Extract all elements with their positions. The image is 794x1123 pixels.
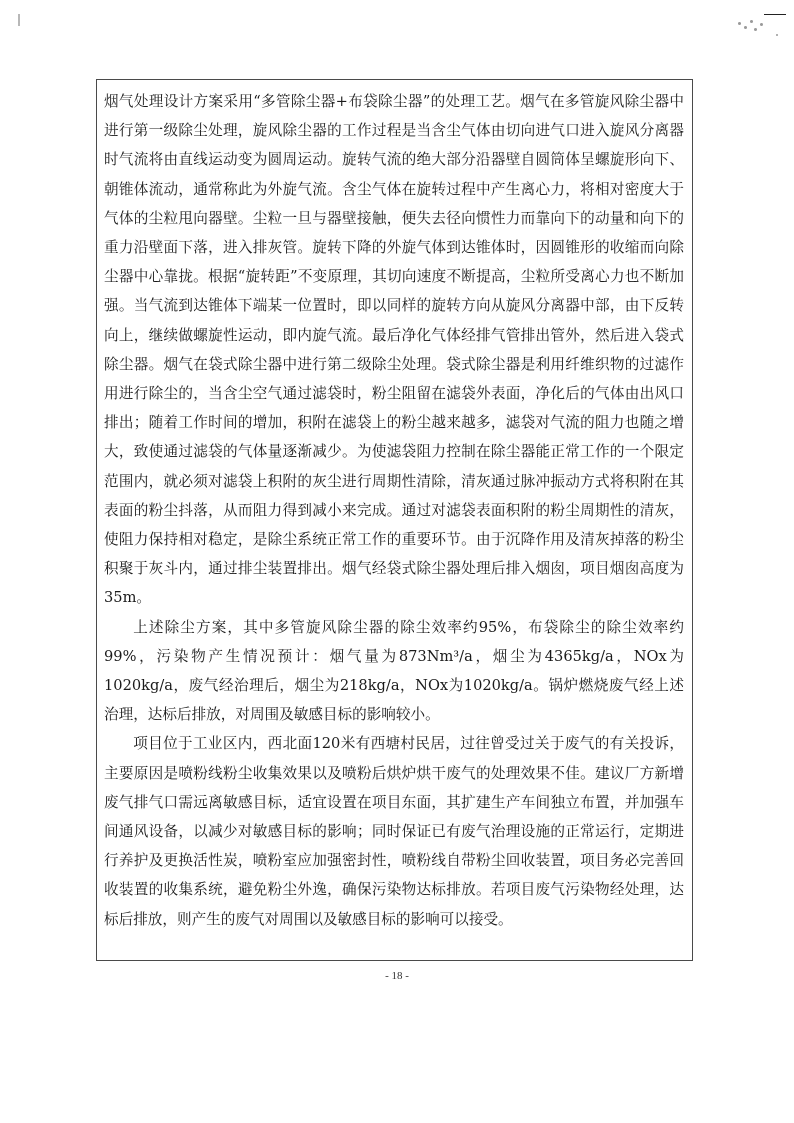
paragraph-site-recommendations: 项目位于工业区内，西北面120米有西塘村民居，过往曾受过关于废气的有关投诉，主要原因是喷粉线粉尘收集效果以及喷粉后烘炉烘干废气的处理效果不佳。建议厂方新增废气排气口需远离敏感目标，适宜设置在项目东面，其扩建生产车间独立布置，并加强车间通风设备，以减少对敏感目标的影响；同时保证已有废气治理设施的正常运行，定期进行养护及更换活性炭，喷粉室应加强密封性，喷粉线自带粉尘回收装置，项目务必完善回收装置的收集系统，避免粉尘外逸，确保污染物达标排放。若项目废气污染物经处理，达标后排放，则产生的废气对周围以及敏感目标的影响可以接受。: [104, 735, 684, 928]
page-number: - 18 -: [385, 970, 409, 982]
scan-edge-mark: [18, 14, 20, 26]
scan-speckle-mark: [732, 8, 788, 40]
paragraph-dust-removal-process: 烟气处理设计方案采用“多管除尘器+布袋除尘器”的处理工艺。烟气在多管旋风除尘器中进行第一级除尘处理，旋风除尘器的工作过程是当含尘气体由切向进气口进入旋风分离器时气流将由直线运动变为圆周运动。旋转气流的绝大部分沿器壁自圆筒体呈螺旋形向下、朝锥体流动，通常称此为外旋气流。含尘气体在旋转过程中产生离心力，将相对密度大于气体的尘粒甩向器壁。尘粒一旦与器壁接触，便失去径向惯性力而靠向下的动量和向下的重力沿壁面下落，进入排灰管。旋转下降的外旋气体到达锥体时，因圆锥形的收缩而向除尘器中心靠拢。根据“旋转距”不变原理，其切向速度不断提高，尘粒所受离心力也不断加强。当气流到达锥体下端某一位置时，即以同样的旋转方向从旋风分离器中部，由下反转向上，继续做螺旋性运动，即内旋气流。最后净化气体经排气管排出管外，然后进入袋式除尘器。烟气在袋式除尘器中进行第二级除尘处理。袋式除尘器是利用纤维织物的过滤作用进行除尘的，当含尘空气通过滤袋时，粉尘阻留在滤袋外表面，净化后的气体由出风口排出；随着工作时间的增加，积附在滤袋上的粉尘越来越多，滤袋对气流的阻力也随之增大，致使通过滤袋的气体量逐渐减少。为使滤袋阻力控制在除尘器能正常工作的一个限定范围内，就必须对滤袋上积附的灰尘进行周期性清除，清灰通过脉冲振动方式将积附在其表面的粉尘抖落，从而阻力得到减小来完成。通过对滤袋表面积附的粉尘周期性的清灰，使阻力保持相对稳定，是除尘系统正常工作的重要环节。由于沉降作用及清灰掉落的粉尘积聚于灰斗内，通过排尘装置排出。烟气经袋式除尘器处理后排入烟囱，项目烟囱高度为35m。: [104, 93, 684, 607]
paragraph-dust-removal-efficiency: 上述除尘方案，其中多管旋风除尘器的除尘效率约95%，布袋除尘的除尘效率约99%，污染物产生情况预计：烟气量为873Nm³/a，烟尘为4365kg/a，NOx为1020kg/a，废气经治理后，烟尘为218kg/a，NOx为1020kg/a。锅炉燃烧废气经上述治理，达标后排放，对周围及敏感目标的影响较小。: [104, 618, 684, 724]
document-body: [104, 87, 684, 934]
